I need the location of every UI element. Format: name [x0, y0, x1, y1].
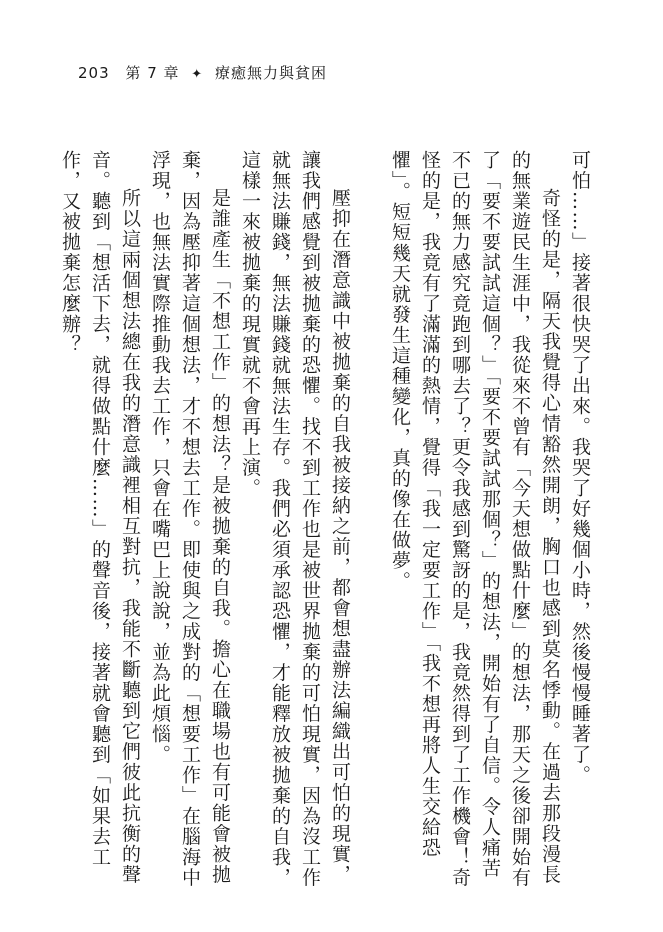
paragraph-2: 奇怪的是，隔天我覺得心情豁然開朗，胸口也感到莫名悸動。在過去那段漫長的無業遊民生涯中，我從來不曾有「今天想做點什麼」的想法，那天之後卻開始有了「要不要試試這個？」「要不要試試那個？」的想法，開始有了自信。令人痛苦不已的無力感究竟跑到哪去了？更令我感到驚訝的是，我竟然得到了工作機會！奇怪的是，我竟有了滿滿的熱情，覺得「我一定要工作」「我不想再將人生交給恐懼」。短短幾天就發生這種變化，真的像在做夢。 — [389, 150, 561, 888]
star-icon: ✦ — [191, 67, 204, 82]
paragraph-4: 是誰產生「不想工作」的想法？是被拋棄的自我。擔心在職場也有可能會被拋棄，因為壓抑著這個想法，才不想去工作。即使與之成對的「想要工作」在腦海中浮現，也無法實際推動我去工作，只會在嘴巴上說說，並為此煩惱。 — [149, 150, 231, 888]
vertical-text-body — [59, 150, 595, 890]
paragraph-5: 所以這兩個想法總在我的潛意識裡相互對抗，我能不斷聽到它們彼此抗衡的聲音。聽到「想活下去，就得做點什麼……」的聲音後，接著就會聽到「如果去工作，又被拋棄怎麼辦？ — [59, 150, 141, 885]
paragraph-1: 可怕……」接著很快哭了出來。我哭了好幾個小時，然後慢慢睡著了。 — [569, 150, 591, 786]
chapter-title: 療癒無力與貧困 — [214, 64, 327, 82]
running-header — [78, 62, 327, 83]
page-number: 203 — [78, 64, 110, 82]
paragraph-3: 壓抑在潛意識中被拋棄的自我被接納之前，都會想盡辦法編織出可怕的現實，讓我們感覺到被拋棄的恐懼。找不到工作也是被世界拋棄的可怕現實，因為沒工作就無法賺錢，無法賺錢就無法生存。我們必須承認恐懼，才能釋放被拋棄的自我，這樣一來被拋棄的現實就不會再上演。 — [239, 150, 351, 888]
chapter-label: 第 7 章 — [125, 64, 180, 82]
